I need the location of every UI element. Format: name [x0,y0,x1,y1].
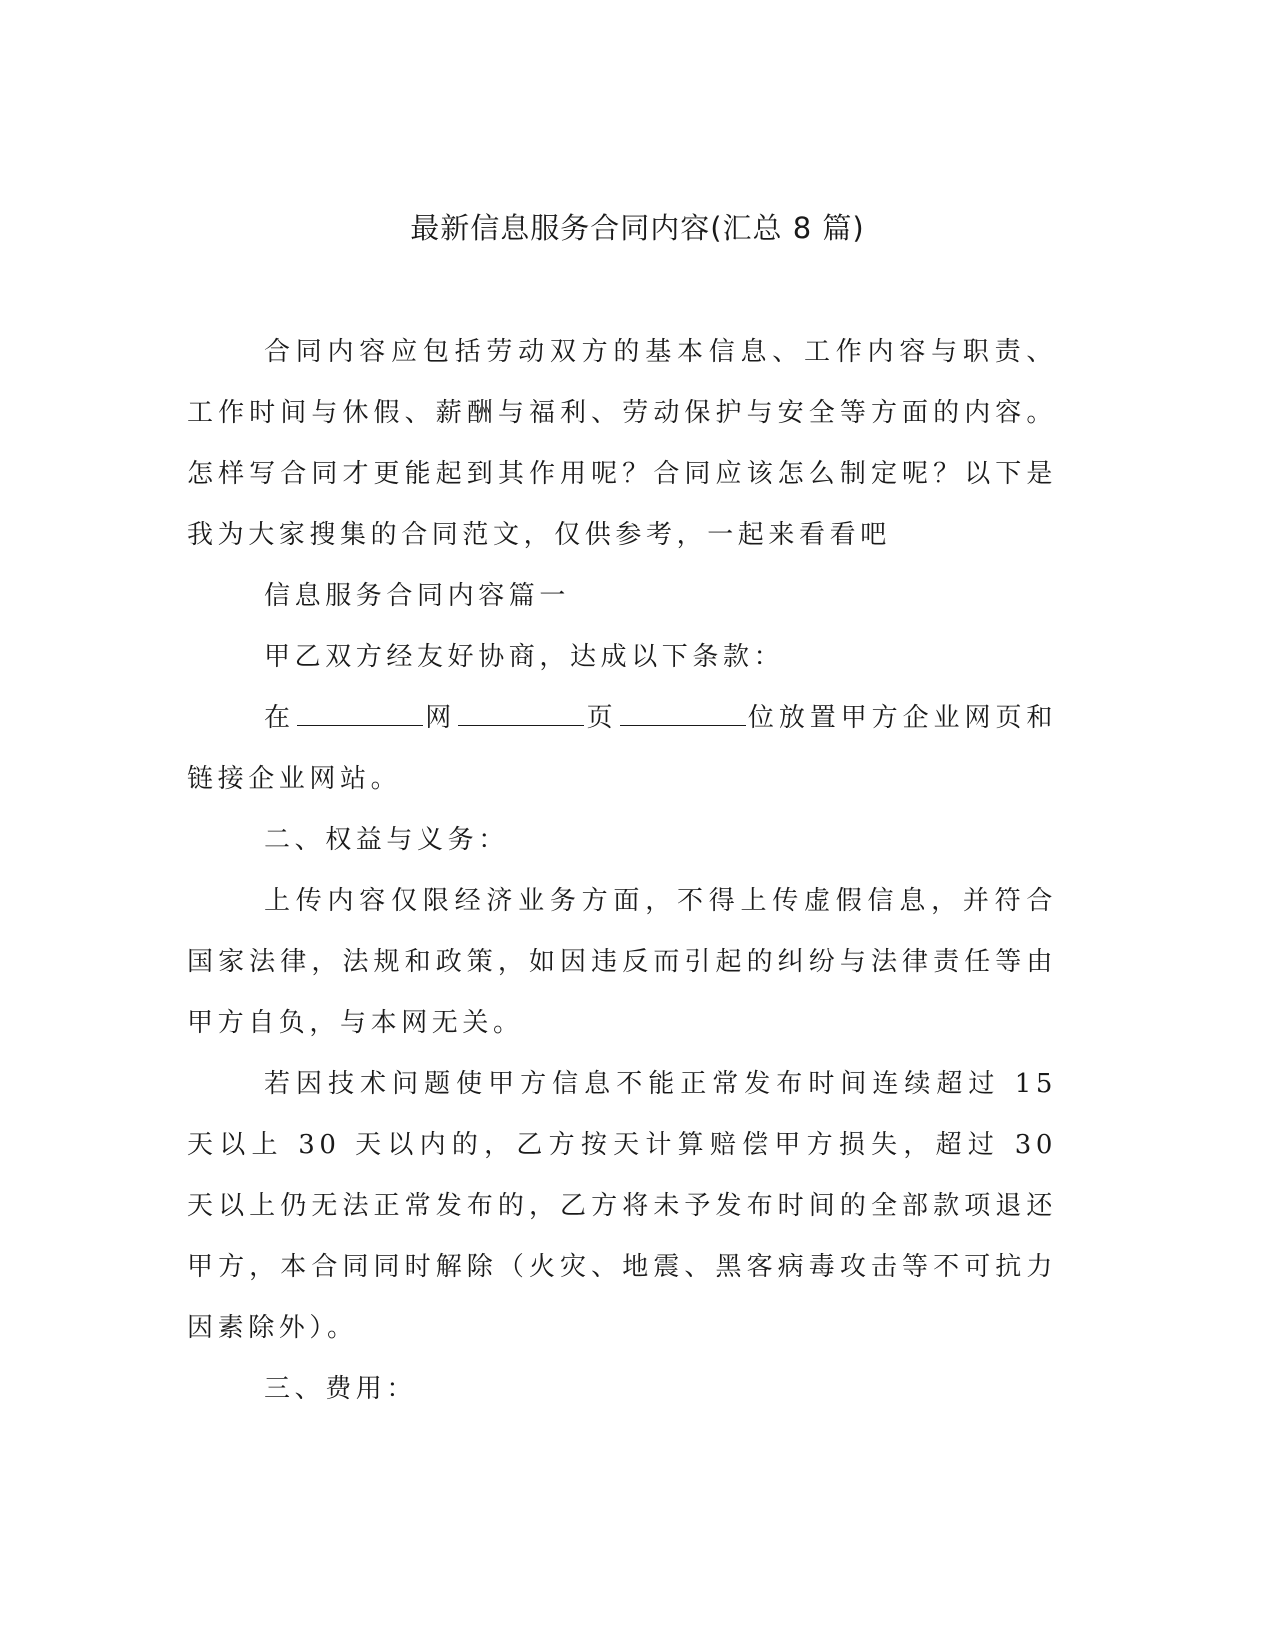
placement-text-4: 位放置甲方企业网页和链接企业网站。 [187,703,1057,794]
rights-heading: 二、权益与义务： [264,825,509,855]
rights-paragraph: 上传内容仅限经济业务方面，不得上传虚假信息，并符合国家法律，法规和政策，如因违反而引起的纠纷与法律责任等由甲方自负，与本网无关。 [187,886,1057,1038]
compensation-paragraph: 若因技术问题使甲方信息不能正常发布时间连续超过 15 天以上 30 天以内的，乙方按天计算赔偿甲方损失，超过 30 天以上仍无法正常发布的，乙方将未予发布时间的全部款项退还甲方，本合同同时解除（火灾、地震、黑客病毒攻击等不可抗力因素除外）。 [187,1069,1057,1343]
placement-text-2: 网 [424,703,457,733]
fill-blank-2 [458,703,584,726]
fill-blank-1 [297,703,423,726]
section-heading: 信息服务合同内容篇一 [264,581,571,611]
intro-paragraph: 合同内容应包括劳动双方的基本信息、工作内容与职责、工作时间与休假、薪酬与福利、劳动保护与安全等方面的内容。怎样写合同才更能起到其作用呢？合同应该怎么制定呢？以下是我为大家搜集的合同范文，仅供参考，一起来看看吧 [187,337,1057,550]
placement-text-1: 在 [264,703,295,733]
placement-text-3: 页 [586,703,618,733]
fill-blank-3 [620,703,746,726]
placement-paragraph [187,688,1057,810]
agreement-paragraph: 甲乙双方经友好协商，达成以下条款： [264,642,785,672]
page-title: 最新信息服务合同内容(汇总 8 篇) [410,211,865,245]
document-body [187,322,1057,1420]
fees-heading: 三、费用： [264,1374,418,1404]
